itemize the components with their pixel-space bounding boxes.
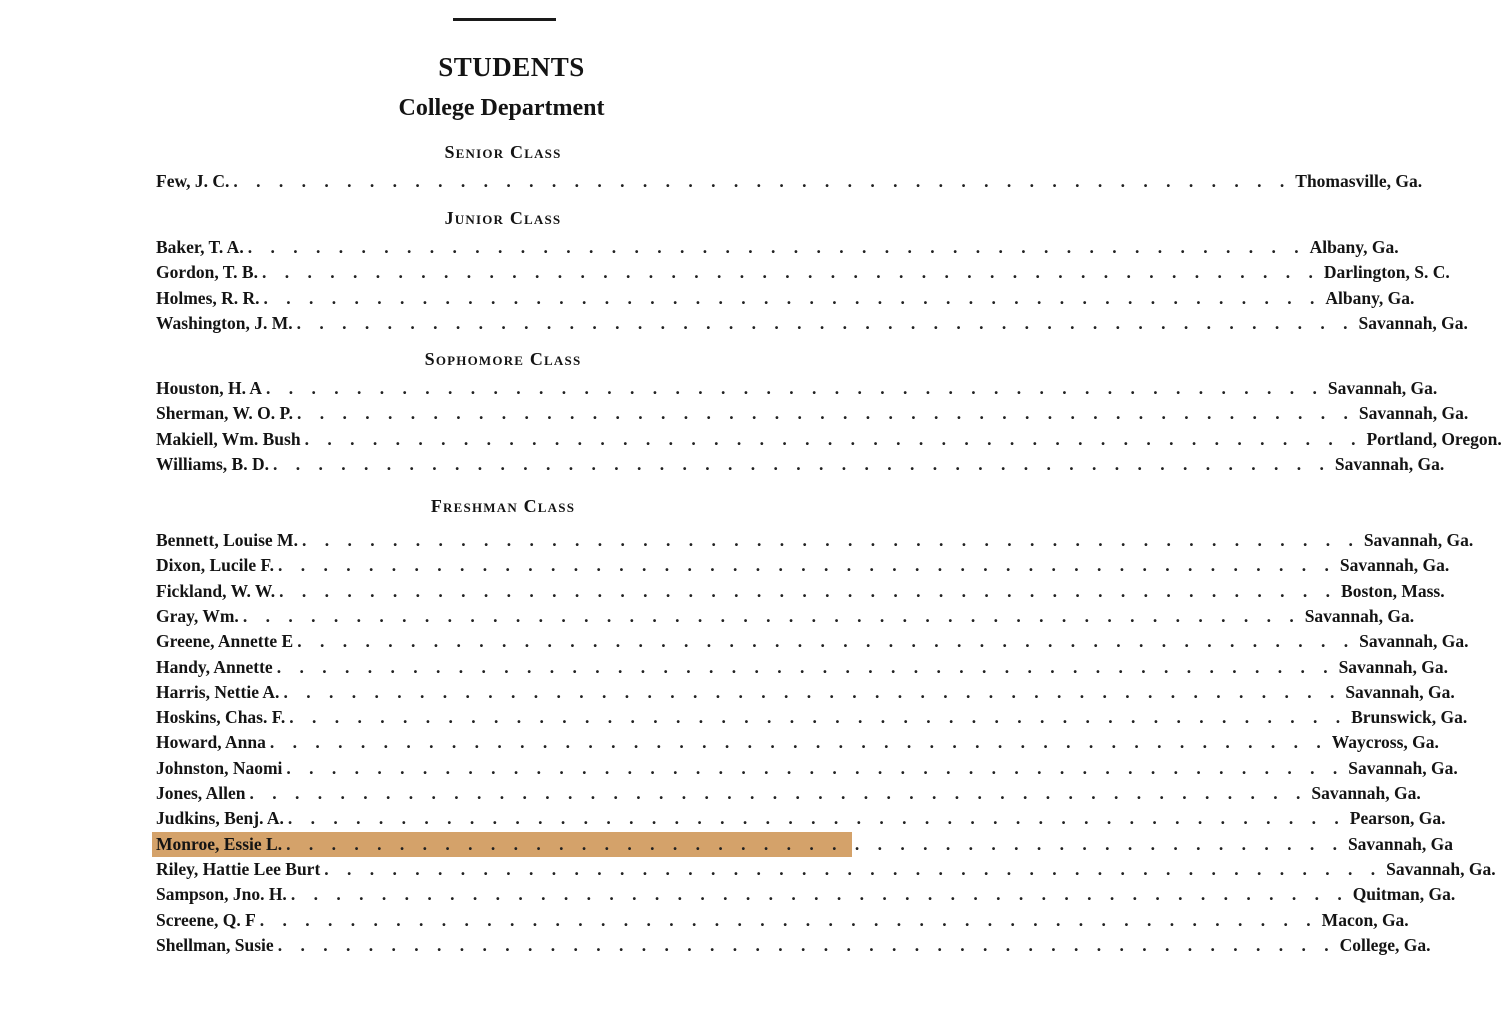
- student-row: [152, 655, 1448, 680]
- student-name: Bennett, Louise M.: [156, 530, 298, 550]
- dot-leader: . . . . . . . . . . . . . . . . . . . . . . . . . . . . . . . . . . . . . . . . . . . . . . .: [301, 530, 1360, 550]
- student-hometown: Waycross, Ga.: [1331, 732, 1439, 753]
- student-hometown: Savannah, Ga: [1347, 833, 1453, 854]
- student-row: [152, 781, 1421, 806]
- dot-leader: . . . . . . . . . . . . . . . . . . . . . . . . . . . . . . . . . . . . . . . . . . . . . . .: [276, 656, 1335, 677]
- student-hometown: Savannah, Ga.: [1348, 757, 1458, 778]
- student-hometown: Macon, Ga.: [1321, 909, 1409, 930]
- student-row: [152, 933, 1431, 958]
- student-hometown: Savannah, Ga.: [1304, 605, 1415, 626]
- dot-leader: . . . . . . . . . . . . . . . . . . . . . . . . . . . . . . . . . . . . . . . . . . . . . . .: [272, 453, 1331, 474]
- student-hometown: Albany, Ga.: [1309, 237, 1399, 257]
- class-heading: Junior Class: [444, 208, 562, 228]
- dot-leader: . . . . . . . . . . . . . . . . . . . . . . . . . . . . . . . . . . . . . . . . . . . . . . .: [296, 403, 1355, 424]
- student-row: [152, 604, 1415, 629]
- student-hometown: Portland, Oregon.: [1366, 428, 1502, 449]
- student-row: [152, 806, 1446, 831]
- dot-leader: . . . . . . . . . . . . . . . . . . . . . . . . . . . . . . . . . . . . . . . . . . . . . . .: [261, 262, 1320, 283]
- student-name: Gray, Wm.: [156, 605, 239, 626]
- student-row: [152, 882, 1456, 907]
- student-row: [152, 311, 1468, 336]
- student-hometown: Savannah, Ga.: [1358, 403, 1469, 424]
- student-name: Sherman, W. O. P.: [156, 403, 293, 424]
- student-hometown: Savannah, Ga.: [1311, 783, 1421, 803]
- student-hometown: Savannah, Ga.: [1363, 530, 1474, 550]
- student-hometown: Thomasville, Ga.: [1295, 171, 1423, 191]
- student-name: Hoskins, Chas. F.: [156, 707, 286, 728]
- dot-leader: . . . . . . . . . . . . . . . . . . . . . . . . . . . . . . . . . . . . . . . . . . . . . . .: [269, 732, 1328, 753]
- student-name: Greene, Annette E: [156, 631, 294, 652]
- dot-leader: . . . . . . . . . . . . . . . . . . . . . . . . . . . . . . . . . . . . . . . . . . . . . . .: [287, 808, 1346, 829]
- dot-leader: . . . . . . . . . . . . . . . . . . . . . . . . . . . . . . . . . . . . . . . . . . . . . . .: [296, 312, 1355, 333]
- student-hometown: Savannah, Ga.: [1386, 858, 1496, 879]
- student-row: [152, 401, 1469, 426]
- dot-leader: . . . . . . . . . . . . . . . . . . . . . . . . . . . . . . . . . . . . . . . . . . . . . . .: [263, 287, 1322, 308]
- student-row: [152, 235, 1399, 260]
- student-name: Riley, Hattie Lee Burt: [156, 858, 321, 879]
- student-name: Shellman, Susie: [156, 934, 274, 955]
- class-heading: Freshman Class: [430, 496, 576, 516]
- student-row: [152, 286, 1415, 311]
- student-hometown: Savannah, Ga.: [1338, 656, 1448, 677]
- student-name: Monroe, Essie L.: [156, 833, 283, 854]
- student-name: Holmes, R. R.: [156, 287, 260, 308]
- dot-leader: . . . . . . . . . . . . . . . . . . . . . . . . . . . . . . . . . . . . . . . . . . . . . . .: [277, 555, 1336, 576]
- student-name: Johnston, Naomi: [156, 757, 283, 778]
- dot-leader: . . . . . . . . . . . . . . . . . . . . . . . . . . . . . . . . . . . . . . . . . . . . . . .: [277, 934, 1336, 955]
- student-name: Screene, Q. F: [156, 909, 256, 930]
- dot-leader: . . . . . . . . . . . . . . . . . . . . . . . . . . . . . . . . . . . . . . . . . . . . . . .: [290, 884, 1349, 905]
- student-hometown: College, Ga.: [1339, 934, 1431, 955]
- student-row: [152, 260, 1450, 285]
- dot-leader: . . . . . . . . . . . . . . . . . . . . . . . . . . . . . . . . . . . . . . . . . . . . . . .: [259, 909, 1318, 930]
- student-row: [152, 376, 1438, 401]
- student-name: Williams, B. D.: [156, 453, 269, 474]
- student-hometown: Boston, Mass.: [1341, 580, 1445, 601]
- student-name: Washington, J. M.: [156, 312, 293, 333]
- department-subtitle: College Department: [398, 95, 605, 121]
- student-row: [152, 629, 1469, 654]
- dot-leader: . . . . . . . . . . . . . . . . . . . . . . . . . . . . . . . . . . . . . . . . . . . . . . .: [247, 237, 1306, 257]
- student-name: Judkins, Benj. A.: [156, 808, 284, 829]
- dot-leader: . . . . . . . . . . . . . . . . . . . . . . . . . . . . . . . . . . . . . . . . . . . . . . .: [289, 707, 1348, 728]
- dot-leader: . . . . . . . . . . . . . . . . . . . . . . . . . . . . . . . . . . . . . . . . . . . . . . .: [283, 681, 1342, 702]
- student-row-highlighted: [152, 832, 1453, 857]
- student-hometown: Savannah, Ga.: [1327, 378, 1438, 398]
- student-name: Fickland, W. W.: [156, 580, 276, 601]
- class-heading: Senior Class: [444, 142, 562, 162]
- dot-leader: . . . . . . . . . . . . . . . . . . . . . . . . . . . . . . . . . . . . . . . . . . . . . . .: [249, 783, 1308, 803]
- student-name: Sampson, Jno. H.: [156, 884, 287, 905]
- student-row: [152, 579, 1445, 604]
- student-row: [152, 169, 1423, 194]
- student-name: Howard, Anna: [156, 732, 266, 753]
- student-name: Handy, Annette: [156, 656, 273, 677]
- student-hometown: Savannah, Ga.: [1345, 681, 1455, 702]
- top-rule: [453, 18, 556, 21]
- student-hometown: Brunswick, Ga.: [1351, 707, 1468, 728]
- student-hometown: Quitman, Ga.: [1352, 884, 1456, 905]
- student-name: Jones, Allen: [156, 783, 246, 803]
- dot-leader: . . . . . . . . . . . . . . . . . . . . . . . . . . . . . . . . . . . . . . . . . . . . . . .: [286, 757, 1345, 778]
- student-hometown: Savannah, Ga.: [1339, 555, 1450, 576]
- dot-leader: . . . . . . . . . . . . . . . . . . . . . . . . . . . . . . . . . . . . . . . . . . . . . . .: [242, 605, 1301, 626]
- student-name: Dixon, Lucile F.: [156, 555, 274, 576]
- student-row: [152, 452, 1445, 477]
- student-row: [152, 427, 1502, 452]
- dot-leader: . . . . . . . . . . . . . . . . . . . . . . . . . . . . . . . . . . . . . . . . . . . . . . .: [286, 833, 1344, 854]
- student-name: Few, J. C.: [156, 171, 230, 191]
- dot-leader: . . . . . . . . . . . . . . . . . . . . . . . . . . . . . . . . . . . . . . . . . . . . . . .: [324, 858, 1383, 879]
- student-name: Makiell, Wm. Bush: [156, 428, 301, 449]
- dot-leader: . . . . . . . . . . . . . . . . . . . . . . . . . . . . . . . . . . . . . . . . . . . . . . .: [266, 378, 1324, 398]
- student-row: [152, 553, 1450, 578]
- student-name: Harris, Nettie A.: [156, 681, 280, 702]
- student-row: [152, 756, 1458, 781]
- student-hometown: Savannah, Ga.: [1334, 453, 1445, 474]
- student-hometown: Pearson, Ga.: [1349, 808, 1446, 829]
- student-hometown: Savannah, Ga.: [1359, 631, 1469, 652]
- student-row: [152, 528, 1474, 553]
- student-hometown: Albany, Ga.: [1325, 287, 1415, 308]
- page-title: STUDENTS: [438, 52, 585, 82]
- student-row: [152, 908, 1409, 933]
- student-row: [152, 705, 1468, 730]
- student-hometown: Darlington, S. C.: [1323, 262, 1450, 283]
- student-row: [152, 730, 1439, 755]
- dot-leader: . . . . . . . . . . . . . . . . . . . . . . . . . . . . . . . . . . . . . . . . . . . . . . .: [304, 428, 1363, 449]
- dot-leader: . . . . . . . . . . . . . . . . . . . . . . . . . . . . . . . . . . . . . . . . . . . . . . .: [233, 171, 1292, 191]
- student-name: Houston, H. A: [156, 378, 262, 398]
- student-name: Baker, T. A.: [156, 237, 244, 257]
- class-heading: Sophomore Class: [424, 349, 582, 369]
- dot-leader: . . . . . . . . . . . . . . . . . . . . . . . . . . . . . . . . . . . . . . . . . . . . . . .: [297, 631, 1356, 652]
- student-row: [152, 680, 1455, 705]
- student-hometown: Savannah, Ga.: [1358, 312, 1468, 333]
- dot-leader: . . . . . . . . . . . . . . . . . . . . . . . . . . . . . . . . . . . . . . . . . . . . . . .: [279, 580, 1338, 601]
- student-row: [152, 857, 1496, 882]
- student-name: Gordon, T. B.: [156, 262, 258, 283]
